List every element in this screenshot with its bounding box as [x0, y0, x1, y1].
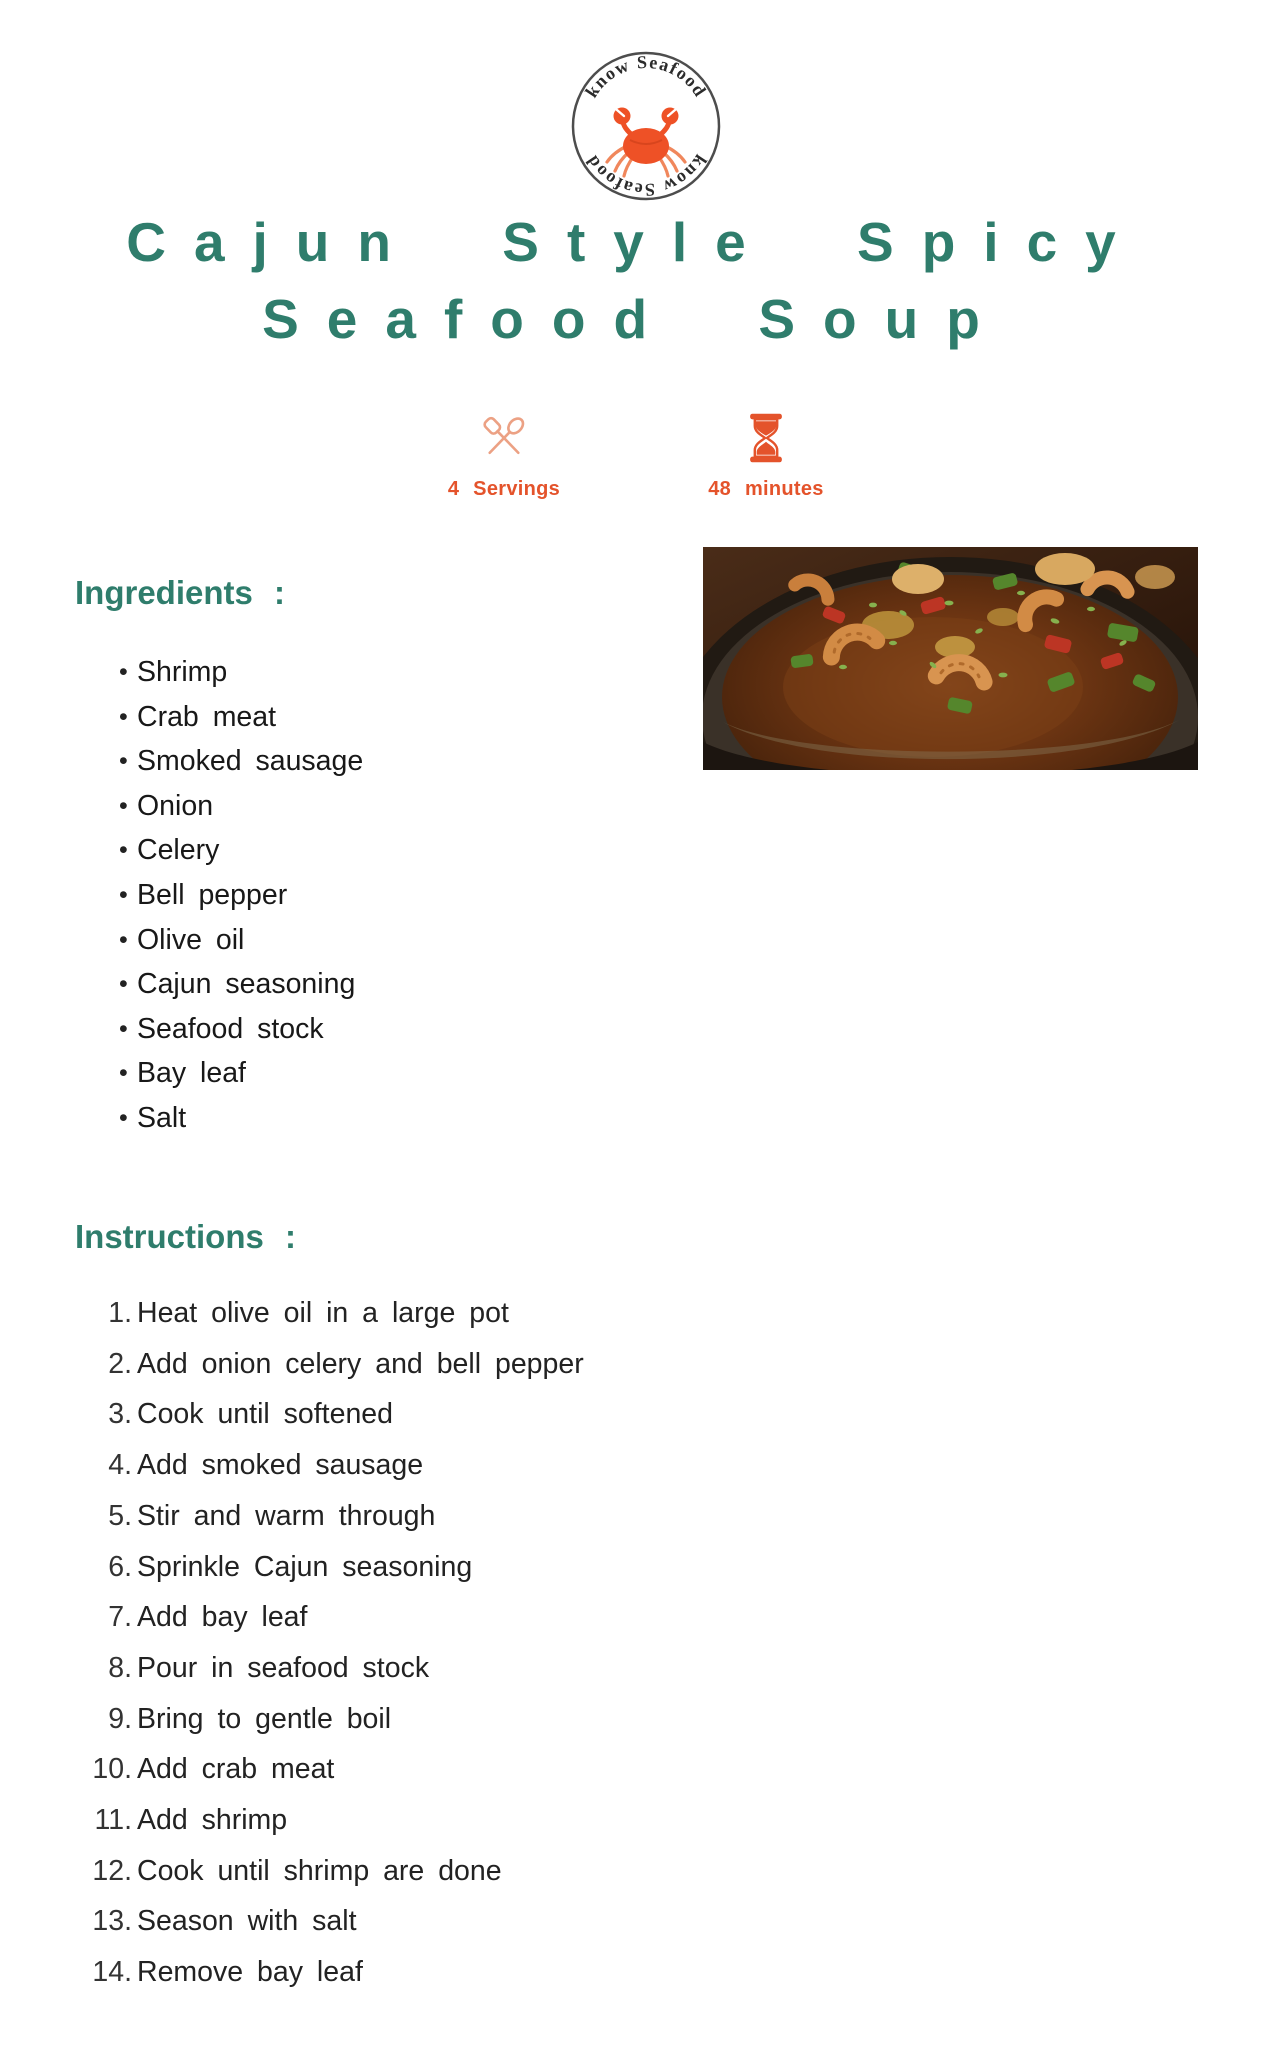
ingredient-item: • Cajun seasoning [75, 962, 655, 1007]
page-title-line1: Cajun Style Spicy [126, 211, 1144, 273]
instruction-step: Remove bay leaf [137, 1956, 363, 1989]
utensils-icon [476, 408, 532, 468]
ingredients-section [75, 572, 655, 1141]
ingredients-list [75, 650, 655, 1141]
servings-meta [429, 408, 579, 501]
ingredients-heading: Ingredients : [75, 574, 286, 611]
instruction-step: Add crab meat [137, 1753, 335, 1786]
instruction-step: Cook until softened [137, 1398, 393, 1431]
page-title [0, 204, 1270, 358]
hourglass-icon [738, 408, 794, 468]
instruction-step: Pour in seafood stock [137, 1651, 430, 1684]
recipe-photo [703, 547, 1198, 770]
ingredient-item: • Smoked sausage [75, 739, 655, 784]
instruction-step: Add smoked sausage [137, 1449, 424, 1482]
time-label: 48 minutes [708, 478, 824, 500]
instruction-step: Heat olive oil in a large pot [137, 1297, 509, 1329]
logo-svg [570, 50, 722, 202]
ingredient-item: • Bay leaf [75, 1051, 655, 1096]
instruction-step: Bring to gentle boil [137, 1702, 392, 1735]
instruction-step: Cook until shrimp are done [137, 1854, 502, 1887]
instruction-step: Season with salt [137, 1905, 357, 1938]
ingredient-item: • Onion [75, 784, 655, 829]
instruction-step: Sprinkle Cajun seasoning [137, 1550, 473, 1583]
know-seafood-logo [570, 50, 722, 202]
ingredient-item: • Olive oil [75, 918, 655, 963]
page-title-line2: Seafood Soup [262, 288, 1008, 350]
instruction-step: Add bay leaf [137, 1601, 308, 1634]
ingredient-item: • Celery [75, 828, 655, 873]
ingredient-item: • Shrimp [75, 650, 655, 695]
time-meta [691, 408, 841, 501]
instructions-heading: Instructions : [75, 1218, 297, 1255]
soup-photo-art [703, 547, 1198, 770]
instruction-step: Stir and warm through [137, 1499, 436, 1532]
ingredient-item: • Bell pepper [75, 873, 655, 918]
logo-arc-text-bottom: know Seafood [581, 151, 711, 201]
ingredient-item: • Salt [75, 1096, 655, 1141]
instruction-step: Add onion celery and bell pepper [137, 1347, 584, 1380]
meta-row [0, 408, 1270, 501]
instructions-list [75, 1288, 1075, 1998]
logo-arc-text-top: know Seafood [581, 51, 711, 101]
ingredient-item: • Crab meat [75, 695, 655, 740]
instructions-section [75, 1216, 1075, 1998]
servings-label: 4 Servings [447, 478, 561, 500]
instruction-step: Add shrimp [137, 1804, 288, 1837]
ingredient-item: • Seafood stock [75, 1007, 655, 1052]
